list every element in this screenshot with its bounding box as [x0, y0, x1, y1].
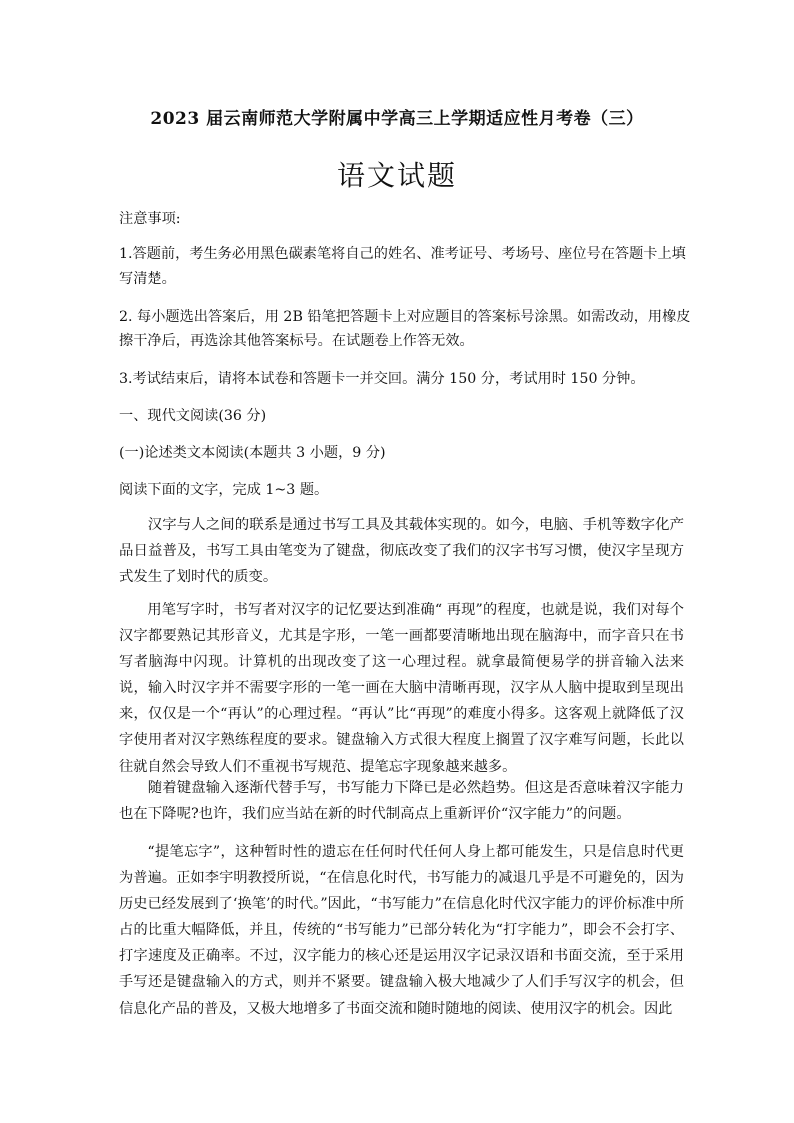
notice-item-1-line-2: 写清楚。	[119, 271, 176, 287]
notice-item-2-line-1: 2. 每小题选出答案后，用 2B 铅笔把答题卡上对应题目的答案标号涂黑。如需改动，用橡皮	[119, 309, 691, 325]
passage-paragraph-4: “提笔忘字”，这种暂时性的遗忘在任何时代任何人身上都可能发生，只是信息时代更为普遍。正如李宇明教授所说，“在信息化时代，书写能力的减退几乎是不可避免的，因为历史已经发展到了‘换笔’的时代。”因此，“书写能力”在信息化时代汉字能力的评价标准中所占的比重大幅降低，并且，传统的“书写能力”已部分转化为“打字能力”，即会不会打字、打字速度及正确率。不过，汉字能力的核心还是运用汉字记录汉语和书面交流，至于采用手写还是键盘输入的方式，则并不紧要。键盘输入极大地减少了人们手写汉字的机会，但信息化产品的普及，又极大地增多了书面交流和随时随地的阅读、使用汉字的机会。因此	[119, 844, 684, 1017]
notice-item-1-line-1: 1.答题前，考生务必用黑色碳素笔将自己的姓名、准考证号、考场号、座位号在答题卡上填	[119, 246, 686, 262]
notice-item-3: 3.考试结束后，请将本试卷和答题卡一并交回。满分 150 分，考试用时 150 分钟。	[119, 371, 645, 387]
subject-title: 语文试题	[336, 159, 457, 192]
notice-item-2-line-2: 擦干净后，再选涂其他答案标号。在试题卷上作答无效。	[119, 333, 474, 349]
passage-paragraph-2: 用笔写字时，书写者对汉字的记忆要达到准确“ 再现”的程度，也就是说，我们对每个汉字都要熟记其形音义，尤其是字形，一笔一画都要清晰地出现在脑海中，而字音只在书写者脑海中闪现。计算机的出现改变了这一心理过程。就拿最简便易学的拼音输入法来说，输入时汉字并不需要字形的一笔一画在大脑中清晰再现，汉字从人脑中提取到呈现出来，仅仅是一个“再认”的心理过程。“再认”比“再现”的难度小得多。这客观上就降低了汉字使用者对汉字熟练程度的要求。键盘输入方式很大程度上搁置了汉字难写问题，长此以往就自然会导致人们不重视书写规范、提笔忘字现象越来越多。	[119, 602, 684, 775]
reading-instruction: 阅读下面的文字，完成 1~3 题。	[119, 482, 329, 498]
passage-paragraph-1: 汉字与人之间的联系是通过书写工具及其载体实现的。如今，电脑、手机等数字化产品日益普及，书写工具由笔变为了键盘，彻底改变了我们的汉字书写习惯，使汉字呈现方式发生了划时代的质变。	[119, 517, 684, 586]
exam-title: 2023 届云南师范大学附属中学高三上学期适应性月考卷（三）	[150, 109, 644, 129]
subsection-heading: (一)论述类文本阅读(本题共 3 小题，9 分)	[119, 445, 386, 461]
notice-heading: 注意事项:	[119, 211, 181, 227]
section-heading: 一、现代文阅读(36 分)	[119, 408, 267, 424]
passage-paragraph-3: 随着键盘输入逐渐代替手写，书写能力下降已是必然趋势。但这是否意味着汉字能力也在下降呢?也许，我们应当站在新的时代制高点上重新评价“汉字能力”的问题。	[119, 780, 684, 823]
